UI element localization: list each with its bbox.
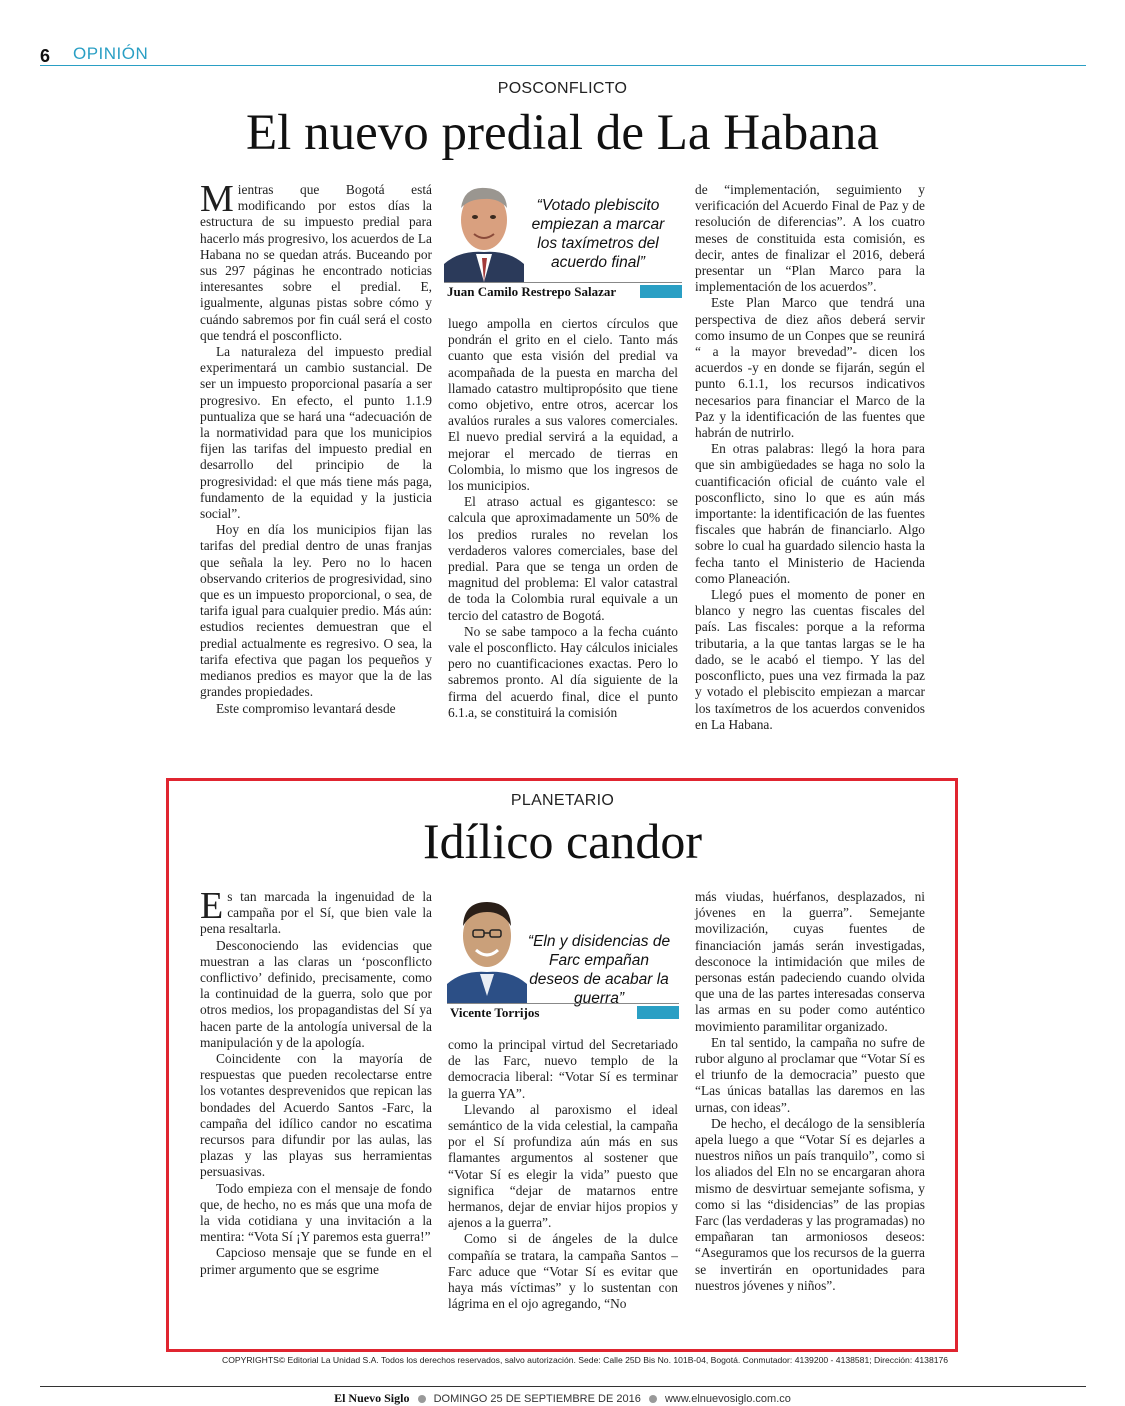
author-bar <box>444 282 682 299</box>
article1-paragraph: Este compromiso levantará desde <box>216 700 396 716</box>
article2-paragraph: Llevando al paroxismo el ideal semántico de la vida celestial, la campaña por el Sí profundiza aún más en sus flamantes argumentos al sostener que “Votar Sí es elegir la vida” puesto que significa “dejar de matarnos entre hermanos, dejar de enviar hijos propios y ajenos a la guerra”. <box>448 1101 678 1231</box>
article2-paragraph: Como si de ángeles de la dulce compañía se tratara, la campaña Santos – Farc aduce que “Votar Sí es evitar que haya más víctimas” y lo sustentan con lágrima en el ojo agregando, “No <box>448 1231 678 1312</box>
article1-paragraph: Mientras que Bogotá está modificando por estos días la estructura de su impuesto predial para hacerlo más progresivo, los acuerdos de La Habana no se quedan atrás. Buceando por sus 297 páginas he encontrado noticias interesantes sobre el predial. E, igualmente, algunas pistas sobre cómo y cuándo sabremos por fin cuál será el costo que tendrá el posconflicto. <box>200 178 432 343</box>
article2-paragraph: En tal sentido, la campaña no sufre de rubor alguno al proclamar que “Votar Sí es el triunfo de la democracia” puesto que “Las únicas batallas las daremos en las urnas, con ideas”. <box>695 1034 925 1115</box>
article1-column-1 <box>200 178 432 717</box>
article2-column-1 <box>200 885 432 1278</box>
author-bar <box>447 1003 679 1020</box>
article2-column-3 <box>695 889 925 1294</box>
article2-paragraph: Capcioso mensaje que se funde en el primer argumento que se esgrime <box>200 1245 432 1277</box>
author-accent <box>640 285 682 298</box>
page-footer <box>0 1391 1125 1406</box>
pull-quote: “Eln y disidencias de Farc empañan deseos de acabar la guerra” <box>527 933 671 1007</box>
article2-kicker: PLANETARIO <box>510 792 615 809</box>
article2-paragraph: Es tan marcada la ingenuidad de la campaña por el Sí, que bien vale la pena resaltarla. <box>200 885 432 937</box>
footer-rule <box>40 1386 1086 1387</box>
article1-paragraph: de “implementación, seguimiento y verificación del Acuerdo Final de Paz y de resolución de diferencias”. A los cuatro meses de constituida esta comisión, es decir, antes de finalizar el 2016, deberá presentar un “Plan Marco para la implementación de los acuerdos”. <box>695 182 925 295</box>
article2-headline: Idílico candor <box>422 813 703 869</box>
newspaper-brand: El Nuevo Siglo <box>334 1391 410 1405</box>
pull-quote: “Votado plebiscito empiezan a marcar los taxímetros del acuerdo final” <box>531 197 665 271</box>
author-photo <box>444 178 524 282</box>
article2-paragraph: De hecho, el decálogo de la sensiblería apela luego a que “Votar Sí es dejarles a nuestros niños un país tranquilo”, como si los aliados del Eln no se encargaran ahora mismo de desvirtuar semejante sofisma, y como si las “disidencias” de las propias Farc (las verdaderas y las programadas) no empañaran tan armoniosos deseos: “Aseguramos que los recursos de la guerra se invertirán en oportunidades para nuestros jóvenes y niños”. <box>695 1115 925 1293</box>
publication-date: DOMINGO 25 DE SEPTIEMBRE DE 2016 <box>433 1393 641 1405</box>
article1-paragraph: Llegó pues el momento de poner en blanco y negro las cuentas fiscales del país. Las fiscales: porque a la reforma tributaria, a la que tantas largas se le ha dado, se le acabó el tiempo. Y las del posconflicto, pues una vez firmada la paz y votado el plebiscito empiezan a marcar los taxímetros de los acuerdos convenidos en La Habana. <box>695 587 925 732</box>
page-header <box>40 42 1086 66</box>
website-url[interactable]: www.elnuevosiglo.com.co <box>664 1393 791 1405</box>
article2-paragraph: Todo empieza con el mensaje de fondo que, de hecho, no es más que una mofa de la vida cotidiana y una invitación a la mentira: “Vota Sí ¡Y paremos esta guerra!” <box>200 1180 432 1245</box>
dropcap: E <box>200 885 224 927</box>
article2-paragraph: Desconociendo las evidencias que muestran a las claras un ‘posconflicto conflictivo’ definido, precisamente, como la continuidad de la guerra, solo que por otros medios, los propagandistas del Sí ya hacen parte de la antología universal de la manipulación y de la apología. <box>200 937 432 1050</box>
article1-kicker: POSCONFLICTO <box>497 80 628 97</box>
article2-paragraph: como la principal virtud del Secretariado de las Farc, nuevo templo de la democracia liberal: “Votar Sí es terminar la guerra YA”. <box>448 1037 678 1101</box>
article1-paragraph: El atraso actual es gigantesco: se calcula que aproximadamente un 50% de los predios rurales no revelan los verdaderos valores comerciales, base del predial. Para que se tenga un orden de magnitud del problema: El valor catastral de toda la Colombia rural equivale a un tercio del catastro de Bogotá. <box>448 494 678 623</box>
page-number: 6 <box>40 46 51 66</box>
dropcap: M <box>200 178 234 220</box>
article1-column-2 <box>448 316 678 721</box>
article2-paragraph: más viudas, huérfanos, desplazados, ni jóvenes en la guerra”. Semejante movilización, cuyas fuentes de financiación jamás serán investigadas, desconoce la intimidación que miles de personas están padeciendo cuando olvida que una de las partes interesadas conserva las armas en su poder como auténtico movimiento paramilitar organizado. <box>695 889 925 1034</box>
article1-paragraph: luego ampolla en ciertos círculos que pondrán el grito en el cielo. Tanto más cuanto que esta visión del predial va acompañada de la puesta en marcha del llamado catastro multipropósito que tiene como objetivo, entre otros, acercar los avalúos rurales a sus valores comerciales. El nuevo predial servirá a la equidad, a mejorar el mercado de tierras en Colombia, lo mismo que los ingresos de los municipios. <box>448 316 678 494</box>
article1-paragraph: En otras palabras: llegó la hora para que sin ambigüedades se haga no solo la cuantificación oficial de cuánto vale el posconflicto, sino lo que es aún más importante: la identificación de las fuentes fiscales que habrán de financiarlo. Algo sobre lo cual ha guardado silencio hasta la fecha tanto el Ministerio de Hacienda como Planeación. <box>695 441 925 586</box>
article1-column-3 <box>695 182 925 733</box>
section-name: OPINIÓN <box>73 44 149 63</box>
article1-paragraph: Hoy en día los municipios fijan las tarifas del predial dentro de unas franjas que señala la ley. Pero no lo hacen observando criterios de progresividad, sino que es un impuesto proporcional, o sea, de tarifa igual para cualquier predio. Más aún: estudios recientes demuestran que el predial actualmente es regresivo. O sea, la tarifa efectiva que pagan los pequeños y medianos predios es mayor que la de las grandes propiedades. <box>200 522 432 700</box>
bullet-icon <box>649 1395 657 1403</box>
article2-paragraph: Coincidente con la mayoría de respuestas que pueden recolectarse entre los votantes desprevenidos que repican las bondades del Acuerdo Santos -Farc, la campaña del idílico candor no escatima recursos para difundir por las aulas, las plazas y las playas sus herramientas persuasivas. <box>200 1051 432 1180</box>
author-photo <box>447 886 527 1004</box>
article1-paragraph: La naturaleza del impuesto predial experimentará un cambio sustancial. De ser un impuesto proporcional pasaría a ser progresivo. En efecto, el punto 1.1.9 puntualiza que se hará una “adecuación de la normatividad para que los municipios fijen las tarifas del impuesto predial en desarrollo del principio de la progresividad: el que más tiene más paga, fundamento de la equidad y la justicia social”. <box>200 344 432 522</box>
article1-paragraph: Este Plan Marco que tendrá una perspectiva de diez años deberá servir como insumo de un Conpes que se reunirá “ a la mayor brevedad”- dicen los acuerdos -y en donde se fijarán, según el punto 6.1.1, los recursos indicativos necesarios para financiar el Marco de la Paz y la identificación de las fuentes que habrán de nutrirlo. <box>695 295 925 441</box>
bullet-icon <box>418 1395 426 1403</box>
article2-column-2 <box>448 1037 678 1312</box>
author-name: Vicente Torrijos <box>450 1005 540 1020</box>
copyright-notice: COPYRIGHTS© Editorial La Unidad S.A. Todos los derechos reservados, salvo autorización. Sede: Calle 25D Bis No. 101B-04, Bogotá. Conmutador: 4139200 - 4138581; Dirección: 4138176 <box>222 1355 949 1365</box>
article1-headline: El nuevo predial de La Habana <box>246 105 879 161</box>
article1-paragraph: No se sabe tampoco a la fecha cuánto vale el posconflicto. Hay cálculos iniciales pero no cuantificaciones exactas. Pero lo sabremos pronto. Al día siguiente de la firma del acuerdo final, dice el punto 6.1.a, se constituirá la comisión <box>448 623 678 720</box>
author-accent <box>637 1006 679 1019</box>
author-name: Juan Camilo Restrepo Salazar <box>447 284 617 299</box>
